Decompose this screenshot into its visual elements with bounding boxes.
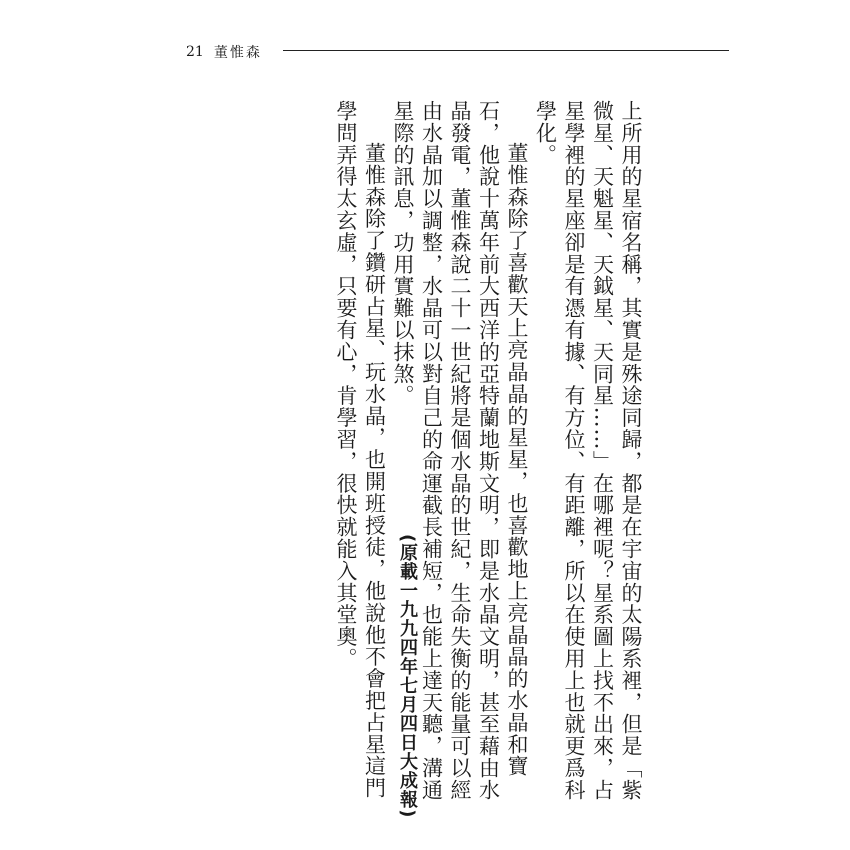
page-number: 21 bbox=[186, 44, 204, 60]
header-rule bbox=[283, 50, 729, 51]
paragraph-continued: 上所用的星宿名稱，其實是殊途同歸，都是在宇宙的太陽系裡，但是「紫微星、天魁星、天鉞星、天同星……」在哪裡呢？星系圖上找不出來，占星學裡的星座卻是有憑有據、有方位、有距離，所以在使用上也就更爲科學化。 bbox=[533, 100, 643, 801]
paragraph-teaching: 董惟森除了鑽研占星、玩水晶，也開班授徒，他說他不會把占星這門學問弄得太玄虛，只要有心，肯學習，很快就能入其堂奧。 bbox=[334, 100, 387, 799]
running-title: 董惟森 bbox=[213, 45, 262, 61]
paragraph-crystal: 董惟森除了喜歡天上亮晶晶的星星，也喜歡地上亮晶晶的水晶和寶石，他說十萬年前大西洋的亞特蘭地斯文明，即是水晶文明，甚至藉由水晶發電，董惟森說二十一世紀將是個水晶的世紀，生命失衡的能量可以經由水晶加以調整，水晶可以對自己的命運截長補短，也能上達天聽，溝通星際的訊息，功用實難以抹煞。 bbox=[391, 100, 529, 801]
body-text bbox=[334, 100, 645, 820]
source-byline: (原載一九九四年七月四日大成報) bbox=[397, 534, 418, 819]
page-header bbox=[186, 42, 262, 62]
